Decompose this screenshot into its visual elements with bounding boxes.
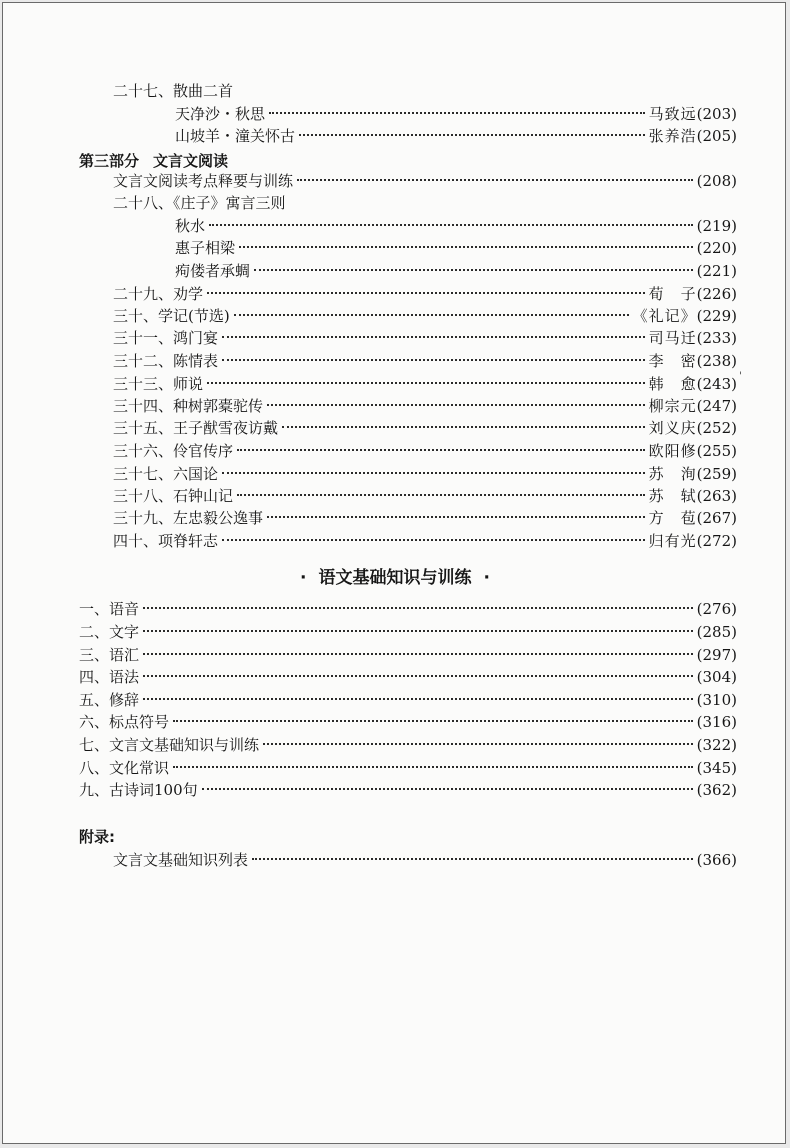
toc-entry xyxy=(113,530,737,552)
toc-entry xyxy=(175,125,737,147)
toc-entry-right xyxy=(649,125,737,147)
dot-leader xyxy=(143,630,693,632)
dot-leader xyxy=(143,653,693,655)
toc-entry-title: 天净沙・秋思 xyxy=(175,105,266,123)
toc-entry-author: 刘义庆 xyxy=(648,419,697,437)
toc-entry-title: 九、古诗词100句 xyxy=(79,781,198,799)
toc-entry-author: 苏 洵 xyxy=(648,465,697,483)
toc-entry-page: (263) xyxy=(696,487,737,505)
toc-page xyxy=(2,2,786,1144)
toc-entry xyxy=(79,644,737,666)
toc-entry-author: 马致远 xyxy=(648,105,697,123)
toc-entry-title: 五、修辞 xyxy=(79,691,140,709)
toc-entry-page: (322) xyxy=(696,736,737,754)
toc-entry-right xyxy=(697,598,737,620)
toc-entry-page: (345) xyxy=(696,759,737,777)
toc-entry-title: 三、语汇 xyxy=(79,646,140,664)
toc-entry-right xyxy=(649,463,737,485)
toc-entry-title: 三十七、六国论 xyxy=(113,465,219,483)
toc-entry-page: (226) xyxy=(696,285,737,303)
dot-leader xyxy=(222,472,645,474)
toc-entry-title: 八、文化常识 xyxy=(79,759,170,777)
toc-entry-title: 山坡羊・潼关怀古 xyxy=(175,127,296,145)
dot-leader xyxy=(263,743,693,745)
toc-entry-title: 三十一、鸿门宴 xyxy=(113,329,219,347)
toc-entry-page: (297) xyxy=(696,646,737,664)
toc-entry-page: (221) xyxy=(696,262,737,280)
toc-entry-page: (272) xyxy=(696,532,737,550)
toc-entry-title: 七、文言文基础知识与训练 xyxy=(79,736,260,754)
toc-entry-page: (229) xyxy=(696,307,737,325)
toc-entry-page: (276) xyxy=(696,600,737,618)
toc-entry xyxy=(79,598,737,620)
toc-entry-title: 二十七、散曲二首 xyxy=(113,82,234,100)
part3-heading-number: 第三部分 xyxy=(79,152,140,170)
toc-entry xyxy=(113,350,737,372)
toc-entry-right xyxy=(649,440,737,462)
toc-entry-title: 秋水 xyxy=(175,217,206,235)
toc-entry-right xyxy=(649,283,737,305)
appendix-heading: 附录: xyxy=(79,828,115,846)
dot-leader xyxy=(173,720,693,722)
toc-entry xyxy=(113,192,286,214)
part3-heading xyxy=(79,150,228,172)
toc-entry-page: (233) xyxy=(696,329,737,347)
toc-entry-title: 四、语法 xyxy=(79,668,140,686)
dot-leader xyxy=(269,112,645,114)
dot-leader xyxy=(143,698,693,700)
toc-entry-author: 苏 轼 xyxy=(648,487,697,505)
toc-entry-author: 荀 子 xyxy=(648,285,697,303)
dot-leader xyxy=(267,404,645,406)
toc-entry-page: (243) xyxy=(696,375,737,393)
toc-entry xyxy=(175,237,737,259)
toc-entry-title: 三十三、师说 xyxy=(113,375,204,393)
dot-leader xyxy=(267,516,645,518)
dot-leader xyxy=(239,246,693,248)
toc-entry xyxy=(113,80,233,102)
toc-entry xyxy=(113,395,737,417)
dot-leader xyxy=(237,494,645,496)
toc-entry-right xyxy=(649,103,737,125)
toc-entry-right xyxy=(697,757,737,779)
toc-entry-title: 六、标点符号 xyxy=(79,713,170,731)
toc-entry xyxy=(113,507,737,529)
toc-entry-title: 三十、学记(节选) xyxy=(113,307,230,325)
section-title xyxy=(3,566,787,590)
toc-entry xyxy=(113,485,737,507)
toc-entry-title: 三十六、伶官传序 xyxy=(113,442,234,460)
toc-entry-page: (252) xyxy=(696,419,737,437)
toc-entry-author: 韩 愈 xyxy=(648,375,697,393)
toc-entry-right xyxy=(697,170,737,192)
toc-entry-page: (219) xyxy=(696,217,737,235)
toc-entry xyxy=(175,103,737,125)
toc-entry-title: 三十九、左忠毅公逸事 xyxy=(113,509,264,527)
toc-entry-right xyxy=(697,711,737,733)
part3-heading-title: 文言文阅读 xyxy=(153,152,229,170)
toc-entry-title: 三十五、王子猷雪夜访戴 xyxy=(113,419,279,437)
toc-entry-right xyxy=(649,350,737,372)
toc-entry-author: 归有光 xyxy=(648,532,697,550)
toc-entry-page: (316) xyxy=(696,713,737,731)
toc-entry-author: 《礼记》 xyxy=(632,307,697,325)
toc-entry-author: 方 苞 xyxy=(648,509,697,527)
toc-entry-title: 文言文阅读考点释要与训练 xyxy=(113,172,294,190)
toc-entry-title: 三十四、种树郭橐驼传 xyxy=(113,397,264,415)
toc-entry-author: 司马迁 xyxy=(648,329,697,347)
toc-entry xyxy=(79,666,737,688)
toc-entry-page: (285) xyxy=(696,623,737,641)
toc-entry-author: 李 密 xyxy=(648,352,697,370)
toc-entry-right xyxy=(697,621,737,643)
bullet-left: · xyxy=(300,568,307,588)
toc-entry-page: (238) xyxy=(696,352,737,370)
toc-entry xyxy=(113,440,737,462)
toc-entry-right xyxy=(697,849,737,871)
dot-leader xyxy=(222,539,645,541)
toc-entry-title: 二十八、《庄子》寓言三则 xyxy=(113,194,286,212)
dot-leader xyxy=(222,359,645,361)
dot-leader xyxy=(222,336,645,338)
stray-mark: ' xyxy=(739,371,742,382)
toc-entry-right xyxy=(697,644,737,666)
toc-entry-author: 柳宗元 xyxy=(648,397,697,415)
toc-entry-page: (267) xyxy=(696,509,737,527)
toc-entry-title: 二、文字 xyxy=(79,623,140,641)
toc-entry xyxy=(79,621,737,643)
dot-leader xyxy=(207,382,645,384)
toc-entry xyxy=(113,327,737,349)
dot-leader xyxy=(173,766,693,768)
toc-entry-page: (247) xyxy=(696,397,737,415)
toc-entry xyxy=(79,757,737,779)
dot-leader xyxy=(209,224,693,226)
toc-entry-page: (259) xyxy=(696,465,737,483)
toc-entry-page: (362) xyxy=(696,781,737,799)
dot-leader xyxy=(252,858,693,860)
toc-entry xyxy=(79,734,737,756)
dot-leader xyxy=(282,426,645,428)
toc-entry xyxy=(113,305,737,327)
toc-entry-right xyxy=(697,215,737,237)
dot-leader xyxy=(299,134,645,136)
toc-entry-title: 惠子相梁 xyxy=(175,239,236,257)
section-title-text: 语文基础知识与训练 xyxy=(318,568,472,588)
toc-entry-right xyxy=(649,530,737,552)
toc-entry-page: (255) xyxy=(696,442,737,460)
dot-leader xyxy=(237,449,645,451)
toc-entry xyxy=(113,170,737,192)
toc-entry-page: (205) xyxy=(696,127,737,145)
toc-entry-right xyxy=(697,689,737,711)
toc-entry-right xyxy=(697,237,737,259)
toc-entry-page: (366) xyxy=(696,851,737,869)
toc-entry xyxy=(113,283,737,305)
toc-entry xyxy=(175,215,737,237)
toc-entry-title: 四十、项脊轩志 xyxy=(113,532,219,550)
toc-entry xyxy=(113,417,737,439)
toc-entry xyxy=(79,689,737,711)
dot-leader xyxy=(202,788,693,790)
toc-entry xyxy=(113,373,737,395)
toc-entry-right xyxy=(697,260,737,282)
toc-entry-right xyxy=(649,485,737,507)
toc-entry-page: (304) xyxy=(696,668,737,686)
dot-leader xyxy=(297,179,693,181)
toc-entry xyxy=(79,779,737,801)
dot-leader xyxy=(234,314,629,316)
toc-entry xyxy=(113,849,737,871)
toc-entry-right xyxy=(697,779,737,801)
toc-entry-right xyxy=(649,395,737,417)
toc-entry-title: 一、语音 xyxy=(79,600,140,618)
toc-entry xyxy=(175,260,737,282)
toc-entry-right xyxy=(649,417,737,439)
toc-entry-right xyxy=(649,507,737,529)
toc-entry-page: (220) xyxy=(696,239,737,257)
dot-leader xyxy=(254,269,693,271)
toc-entry-title: 文言文基础知识列表 xyxy=(113,851,249,869)
toc-entry-author: 欧阳修 xyxy=(648,442,697,460)
toc-entry xyxy=(79,711,737,733)
bullet-right: · xyxy=(483,568,490,588)
toc-entry-page: (310) xyxy=(696,691,737,709)
toc-entry xyxy=(113,463,737,485)
toc-entry-title: 痀偻者承蜩 xyxy=(175,262,251,280)
toc-entry-title: 三十八、石钟山记 xyxy=(113,487,234,505)
dot-leader xyxy=(143,675,693,677)
toc-entry-page: (203) xyxy=(696,105,737,123)
dot-leader xyxy=(143,607,693,609)
toc-entry-right xyxy=(633,305,737,327)
toc-entry-title: 三十二、陈情表 xyxy=(113,352,219,370)
toc-entry-right xyxy=(697,666,737,688)
dot-leader xyxy=(207,292,645,294)
toc-entry-page: (208) xyxy=(696,172,737,190)
toc-entry-author: 张养浩 xyxy=(648,127,697,145)
toc-entry-right xyxy=(649,373,737,395)
toc-entry-title: 二十九、劝学 xyxy=(113,285,204,303)
toc-entry-right xyxy=(649,327,737,349)
toc-entry-right xyxy=(697,734,737,756)
